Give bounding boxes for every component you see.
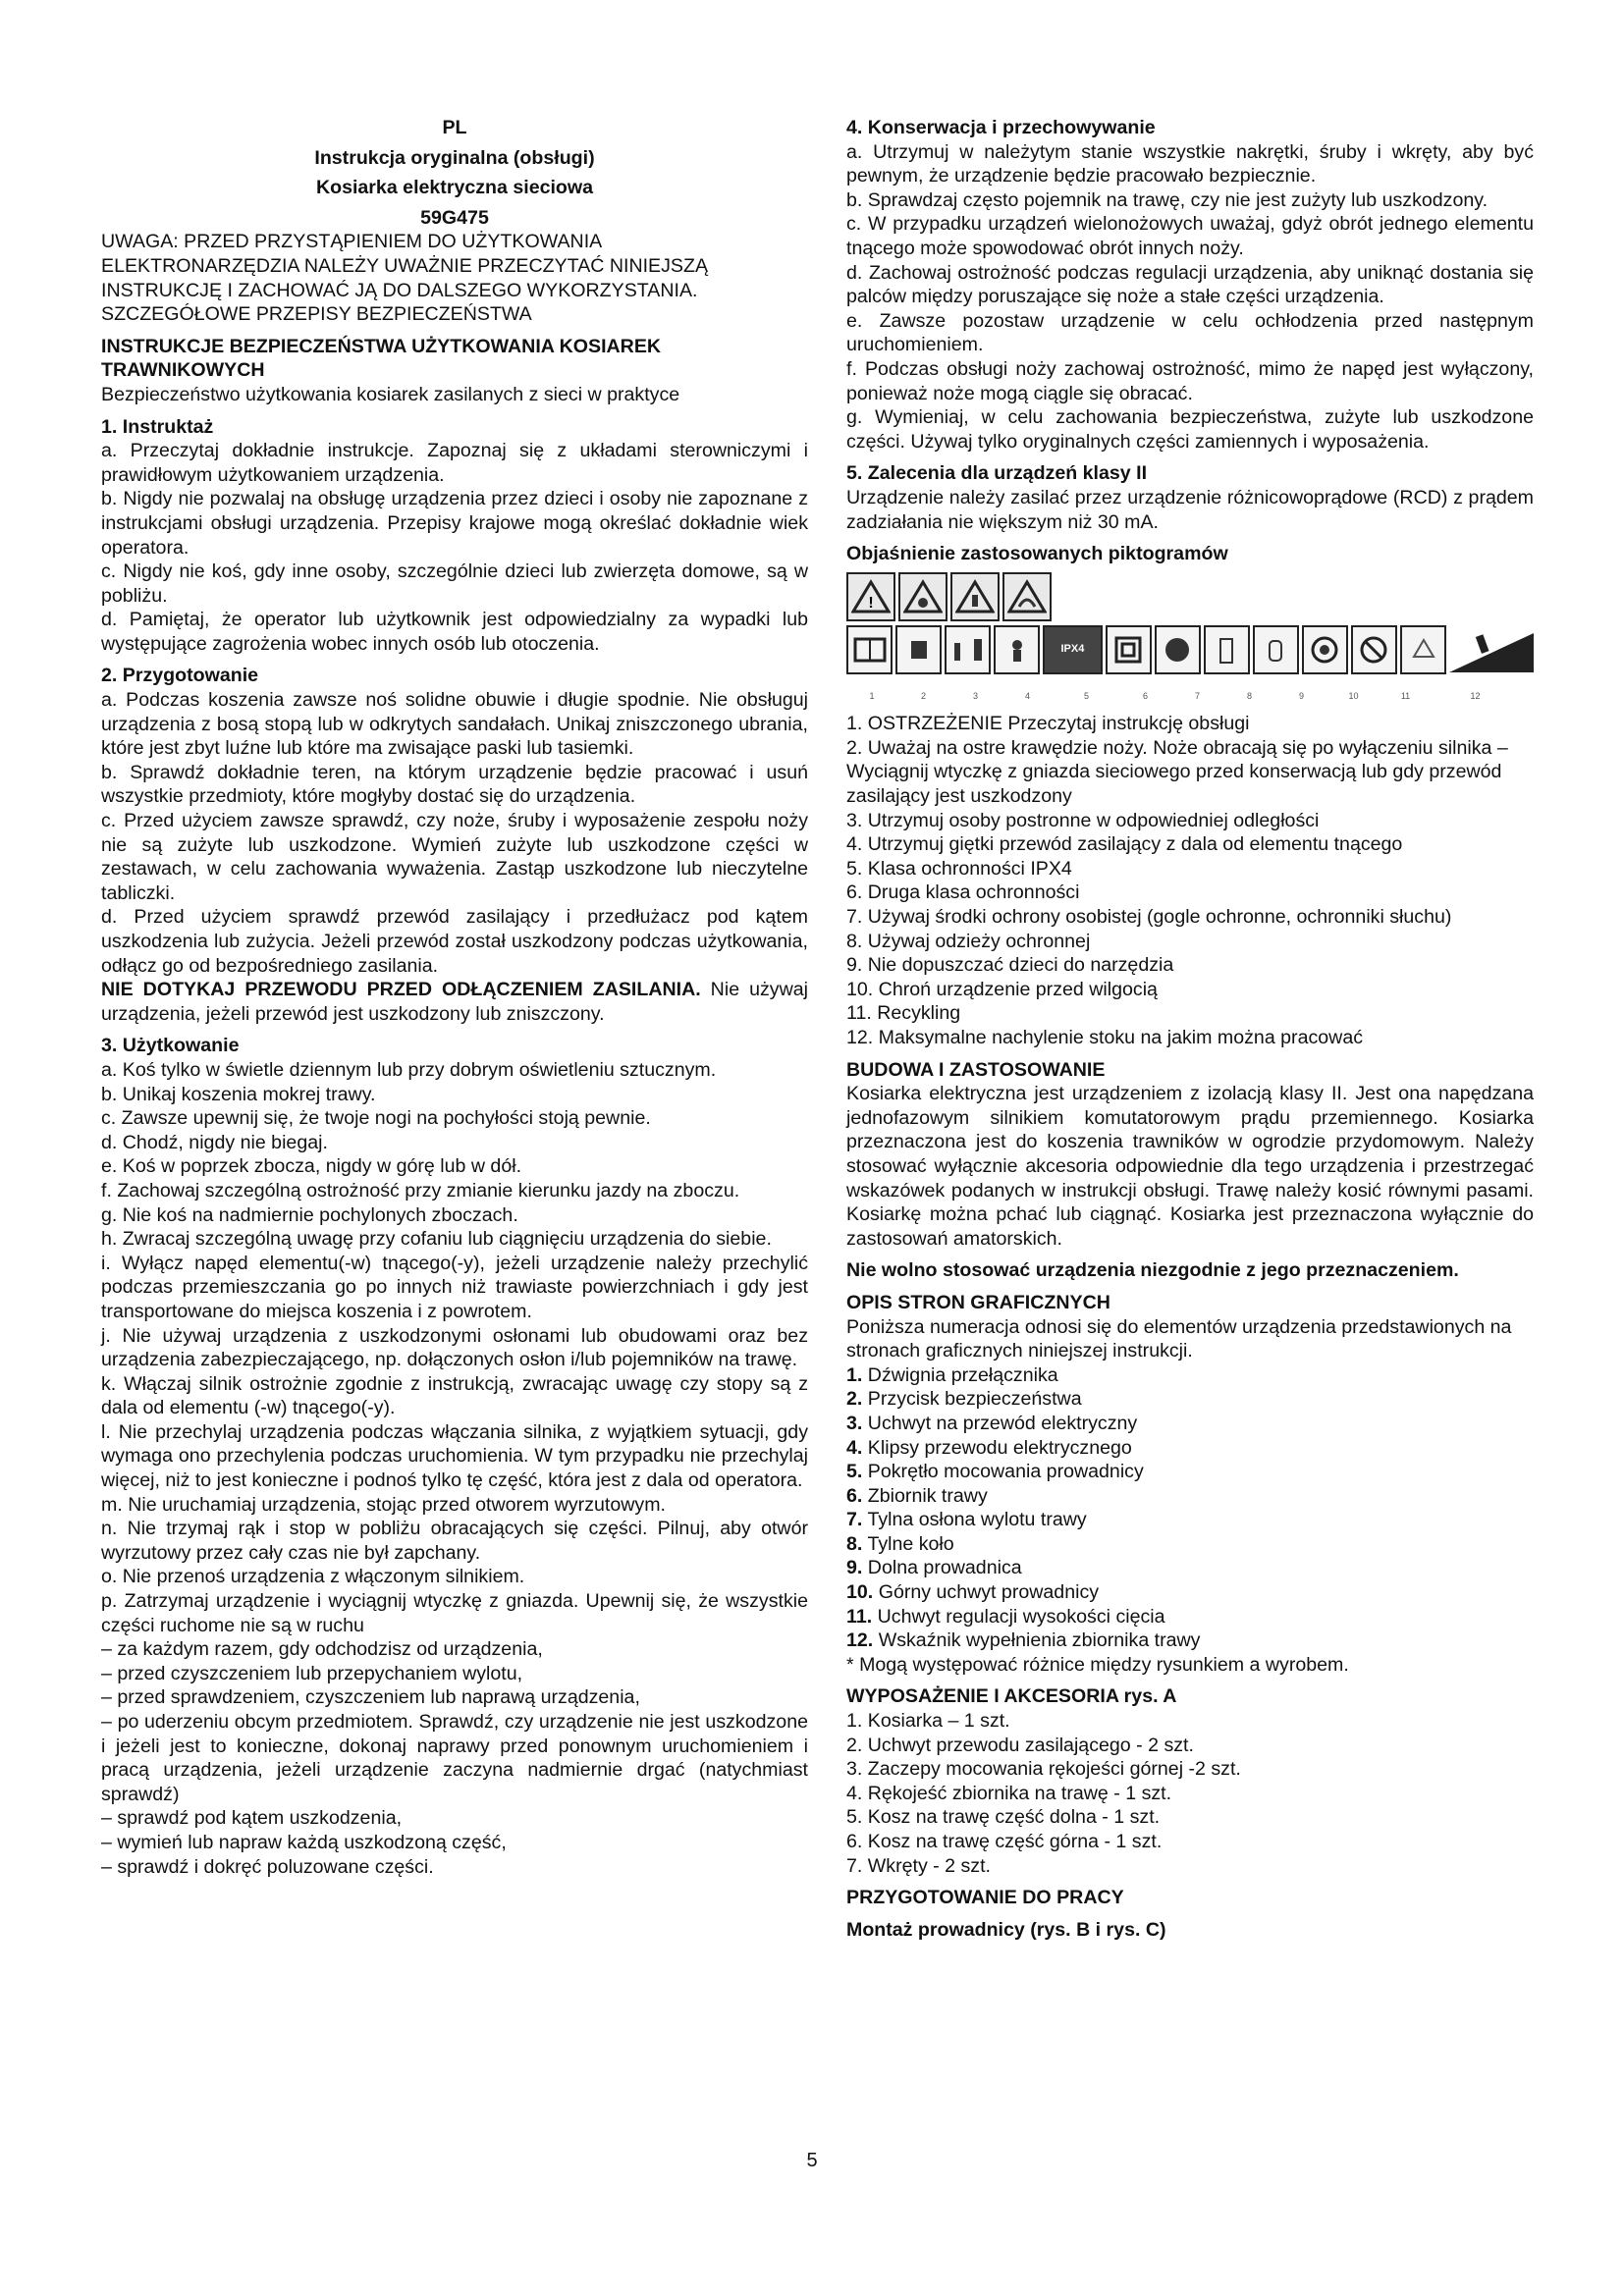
list-item-number: 6. — [846, 1484, 863, 1507]
list-item: – sprawdź pod kątem uszkodzenia, — [101, 1807, 403, 1830]
list-item — [846, 1436, 1534, 1461]
list-item-text: Dźwignia przełącznika — [867, 1363, 1058, 1386]
goggles-icon — [1155, 625, 1201, 674]
list-item-text: Pokrętło mocowania prowadnicy — [867, 1461, 1144, 1483]
list-item: 9. Nie dopuszczać dzieci do narzędzia — [846, 954, 1174, 977]
no-misuse-note: Nie wolno stosować urządzenia niezgodnie z jego przeznaczeniem. — [846, 1259, 1459, 1282]
list-item: k. Włączaj silnik ostrożnie zgodnie z instrukcją, zwracając uwagę czy stopy są z dala od elementu (-w) tnącego(-y). — [101, 1372, 808, 1419]
pictogram-number: 12 — [1470, 690, 1481, 701]
list-item — [846, 1508, 1534, 1532]
ipx4-icon: IPX4 — [1043, 625, 1102, 674]
list-item: 2. Uchwyt przewodu zasilającego - 2 szt. — [846, 1734, 1194, 1756]
list-item: l. Nie przechylaj urządzenia podczas włączania silnika, z wyjątkiem sytuacji, gdy wymaga ono przechylenia podczas uruchomienia. W tym przypadku nie przechylaj więcej, niż to jest konieczne i podnoś tylko tę część, która jest z dala od operatora. — [101, 1420, 808, 1492]
list-item: – za każdym razem, gdy odchodzisz od urządzenia, — [101, 1638, 543, 1661]
list-item — [846, 1460, 1534, 1484]
list-item: a. Przeczytaj dokładnie instrukcje. Zapoznaj się z układami sterowniczymi i prawidłowym użytkowaniem urządzenia. — [101, 440, 808, 486]
list-item: d. Chodź, nigdy nie biegaj. — [101, 1131, 328, 1153]
cable-away-icon — [994, 625, 1040, 674]
list-item — [846, 1580, 1534, 1605]
equipment-title: WYPOSAŻENIE I AKCESORIA rys. A — [846, 1685, 1177, 1708]
list-item-number: 5. — [846, 1461, 863, 1483]
warning-block — [101, 230, 808, 326]
left-column — [101, 116, 808, 1879]
graphics-title: OPIS STRON GRAFICZNYCH — [846, 1291, 1110, 1313]
list-item: a. Podczas koszenia zawsze noś solidne obuwie i długie spodnie. Nie obsługuj urządzenia z bosą stopą lub w odkrytych sandałach. Unikaj zniszczonego ubrania, które jest zbyt luźne lub które ma zwisające paski lub tasiemki. — [101, 689, 808, 760]
build-title: BUDOWA I ZASTOSOWANIE — [846, 1058, 1106, 1081]
list-item: d. Pamiętaj, że operator lub użytkownik jest odpowiedzialny za wypadki lub występujące zagrożenia wobec innych osób lub otoczenia. — [101, 609, 808, 655]
pictogram-number: 11 — [1400, 690, 1411, 701]
list-item: 7. Wkręty - 2 szt. — [846, 1854, 991, 1877]
list-item: 8. Używaj odzieży ochronnej — [846, 930, 1091, 952]
pictogram-row-bottom — [846, 625, 1534, 674]
list-item: e. Koś w poprzek zbocza, nigdy w górę lub w dół. — [101, 1155, 522, 1178]
list-item-number: 8. — [846, 1532, 863, 1555]
section-2-bold: NIE DOTYKAJ PRZEWODU PRZED ODŁĄCZENIEM ZASILANIA. — [101, 979, 701, 1001]
class-ii-icon — [1106, 625, 1152, 674]
pictogram-numbers — [846, 684, 1534, 709]
section-5-text: Urządzenie należy zasilać przez urządzenie różnicowoprądowe (RCD) z prądem zadziałania nie większym niż 30 mA. — [846, 486, 1534, 533]
list-item-number: 12. — [846, 1629, 874, 1652]
protective-clothing-icon — [1204, 625, 1250, 674]
list-item — [846, 1629, 1534, 1653]
warning-line: UWAGA: PRZED PRZYSTĄPIENIEM DO UŻYTKOWANIA — [101, 231, 603, 253]
list-item: 6. Druga klasa ochronności — [846, 881, 1080, 904]
list-item: e. Zawsze pozostaw urządzenie w celu ochłodzenia przed następnym uruchomieniem. — [846, 309, 1534, 356]
list-item: h. Zwracaj szczególną uwagę przy cofaniu lub ciągnięciu urządzenia do siebie. — [101, 1228, 772, 1251]
list-item-number: 1. — [846, 1363, 863, 1386]
right-column — [846, 116, 1534, 1942]
pictogram-number: 3 — [972, 690, 978, 701]
list-item: j. Nie używaj urządzenia z uszkodzonymi osłonami lub obudowami oraz bez urządzenia zabezpieczającego, np. dołączonych osłon i/lub pojemników na trawę. — [101, 1324, 808, 1371]
list-item: – po uderzeniu obcym przedmiotem. Sprawdź, czy urządzenie nie jest uszkodzone i jeżeli jest to konieczne, dokonaj naprawy przed ponownym uruchomieniem i pracą urządzenia, jeżeli urządzenie zaczyna nadmiernie drgać (natychmiast sprawdź) — [101, 1711, 808, 1805]
list-item: – sprawdź i dokręć poluzowane części. — [101, 1855, 434, 1878]
list-item — [846, 1484, 1534, 1509]
recycling-icon — [1400, 625, 1446, 674]
list-item-text: Zbiornik trawy — [867, 1484, 988, 1507]
pictogram-number: 7 — [1194, 690, 1200, 701]
list-item-text: Górny uchwyt prowadnicy — [878, 1581, 1100, 1604]
graphics-note: * Mogą występować różnice między rysunkiem a wyrobem. — [846, 1653, 1349, 1676]
safety-title: INSTRUKCJE BEZPIECZEŃSTWA UŻYTKOWANIA KOSIAREK TRAWNIKOWYCH — [101, 335, 662, 382]
list-item — [846, 1556, 1534, 1580]
gloves-icon — [1253, 625, 1299, 674]
distance-icon — [945, 625, 991, 674]
list-item-number: 7. — [846, 1509, 863, 1531]
list-item: d. Zachowaj ostrożność podczas regulacji urządzenia, aby uniknąć dostania się palców między poruszające się noże a stałe części urządzenia. — [846, 261, 1534, 308]
section-1-title: 1. Instruktaż — [101, 415, 214, 438]
list-item: 5. Kosz na trawę część dolna - 1 szt. — [846, 1806, 1161, 1829]
bystander-warning-icon — [950, 572, 1000, 621]
list-item: 6. Kosz na trawę część górna - 1 szt. — [846, 1831, 1163, 1852]
list-item: o. Nie przenoś urządzenia z włączonym silnikiem. — [101, 1566, 525, 1588]
pictogram-number: 10 — [1348, 690, 1359, 701]
list-item: 4. Utrzymuj giętki przewód zasilający z dala od elementu tnącego — [846, 833, 1403, 856]
pictogram-number: 1 — [869, 690, 875, 701]
list-item: – przed sprawdzeniem, czyszczeniem lub naprawą urządzenia, — [101, 1686, 640, 1709]
section-2-tail: Nie używaj urządzenia, jeżeli przewód jest uszkodzony lub zniszczony. — [101, 979, 808, 1025]
page-number: 5 — [806, 2150, 818, 2171]
equipment-list — [846, 1709, 1534, 1878]
list-item: c. Zawsze upewnij się, że twoje nogi na pochyłości stoją pewnie. — [101, 1107, 651, 1130]
list-item-text: Uchwyt regulacji wysokości cięcia — [877, 1605, 1165, 1628]
list-item-text: Klipsy przewodu elektrycznego — [867, 1436, 1132, 1459]
list-item-number: 4. — [846, 1436, 863, 1459]
svg-text:!: ! — [868, 594, 874, 612]
pictogram-row-top — [846, 572, 1534, 621]
list-item: b. Sprawdź dokładnie teren, na którym urządzenie będzie pracować i usuń wszystkie przedmioty, które mogłyby dostać się do urządzenia. — [101, 761, 808, 808]
list-item-number: 3. — [846, 1412, 863, 1434]
safety-intro: Bezpieczeństwo użytkowania kosiarek zasilanych z sieci w praktyce — [101, 383, 680, 405]
list-item: f. Podczas obsługi noży zachowaj ostrożność, mimo że napęd jest wyłączony, ponieważ noże mogą ciągle się obracać. — [846, 357, 1534, 404]
list-item-number: 11. — [846, 1605, 873, 1628]
list-item: p. Zatrzymaj urządzenie i wyciągnij wtyczkę z gniazda. Upewnij się, że wszystkie części ruchome nie są w ruchu — [101, 1590, 808, 1636]
list-item — [846, 1363, 1534, 1388]
list-item: 3. Zaczepy mocowania rękojeści górnej -2 szt. — [846, 1758, 1241, 1781]
manual-icon — [846, 625, 893, 674]
list-item: n. Nie trzymaj rąk i stop w pobliżu obracających się części. Pilnuj, aby otwór wyrzutowy przez cały czas nie był zapchany. — [101, 1518, 808, 1564]
warning-triangle-icon — [846, 572, 895, 621]
list-item-text: Wskaźnik wypełnienia zbiornika trawy — [878, 1629, 1201, 1652]
unplug-icon — [895, 625, 942, 674]
list-item: g. Wymieniaj, w celu zachowania bezpieczeństwa, zużyte lub uszkodzone części. Używaj tylko oryginalnych części zamiennych i wyposażenia. — [846, 406, 1534, 453]
title-product: Kosiarka elektryczna sieciowa — [315, 177, 594, 199]
list-item: g. Nie koś na nadmiernie pochylonych zboczach. — [101, 1203, 518, 1226]
list-item: a. Koś tylko w świetle dziennym lub przy dobrym oświetleniu sztucznym. — [101, 1058, 717, 1081]
warning-line: INSTRUKCJĘ I ZACHOWAĆ JĄ DO DALSZEGO WYKORZYSTANIA. — [101, 279, 698, 301]
section-4-title: 4. Konserwacja i przechowywanie — [846, 117, 1156, 138]
section-3 — [101, 1058, 808, 1879]
list-item — [846, 1412, 1534, 1436]
list-item-number: 9. — [846, 1557, 863, 1579]
no-children-icon — [1302, 625, 1348, 674]
list-item: 3. Utrzymuj osoby postronne w odpowiedniej odległości — [846, 809, 1320, 831]
language-code: PL — [442, 117, 467, 138]
pictogram-number: 2 — [920, 690, 926, 701]
warning-line: SZCZEGÓŁOWE PRZEPISY BEZPIECZEŃSTWA — [101, 303, 532, 326]
list-item-text: Tylne koło — [867, 1532, 954, 1555]
section-1 — [101, 439, 808, 656]
pictogram-number: 4 — [1024, 690, 1030, 701]
list-item: c. W przypadku urządzeń wielonożowych uważaj, gdyż obrót jednego elementu tnącego może spowodować obrót innych noży. — [846, 213, 1534, 259]
pictogram-number: 9 — [1298, 690, 1304, 701]
list-item: 2. Uważaj na ostre krawędzie noży. Noże obracają się po wyłączeniu silnika – Wyciągnij wtyczkę z gniazda sieciowego przed konserwacją lub gdy przewód zasilający jest uszkodzony — [846, 736, 1508, 808]
pictogram-number: 8 — [1246, 690, 1252, 701]
list-item — [846, 1387, 1534, 1412]
build-text: Kosiarka elektryczna jest urządzeniem z izolacją klasy II. Jest ona napędzana jednofazowym silnikiem komutatorowym prądu przemiennego. Kosiarka przeznaczona jest do koszenia trawników w ogrodzie przydomowym. Należy stosować wyłącznie akcesoria odpowiednie dla tego urządzenia i przestrzegać wskazówek podanych w instrukcji obsługi. Trawę należy kosić równymi pasami. Kosiarkę można pchać lub ciągnąć. Kosiarka jest przeznaczona wyłącznie do zastosowań amatorskich. — [846, 1083, 1534, 1250]
list-item-text: Tylna osłona wylotu trawy — [867, 1509, 1087, 1531]
section-5-title: 5. Zalecenia dla urządzeń klasy II — [846, 462, 1148, 485]
slope-icon — [1449, 625, 1534, 674]
list-item: b. Nigdy nie pozwalaj na obsługę urządzenia przez dzieci i osoby nie zapoznane z instrukcjami obsługi urządzenia. Przepisy krajowe mogą określać dokładnie wiek operatora. — [101, 488, 808, 559]
pictogram-title: Objaśnienie zastosowanych piktogramów — [846, 543, 1228, 565]
list-item-text: Uchwyt na przewód elektryczny — [867, 1412, 1138, 1434]
list-item-text: Dolna prowadnica — [867, 1557, 1022, 1579]
section-2 — [101, 688, 808, 978]
preparation-title: PRZYGOTOWANIE DO PRACY — [846, 1887, 1124, 1909]
list-item: c. Przed użyciem zawsze sprawdź, czy noże, śruby i wyposażenie zespołu noży nie są zużyte lub uszkodzone. Wymień zużyte lub uszkodzone części w zestawach, w celu zachowania wyważenia. Zastąp uszkodzone lub nieczytelne tabliczki. — [101, 810, 808, 904]
list-item: 4. Rękojeść zbiornika na trawę - 1 szt. — [846, 1782, 1172, 1804]
section-4 — [846, 140, 1534, 454]
list-item-number: 2. — [846, 1388, 863, 1411]
list-item: b. Sprawdzaj często pojemnik na trawę, czy nie jest zużyty lub uszkodzony. — [846, 188, 1489, 211]
section-2-title: 2. Przygotowanie — [101, 665, 259, 687]
mounting-title: Montaż prowadnicy (rys. B i rys. C) — [846, 1918, 1166, 1941]
no-rain-icon — [1351, 625, 1397, 674]
list-item — [846, 1532, 1534, 1557]
list-item: d. Przed użyciem sprawdź przewód zasilający i przedłużacz pod kątem uszkodzenia lub zużycia. Jeżeli przewód został uszkodzony podczas użytkowania, odłącz go od bezpośredniego zasilania. — [101, 906, 808, 977]
list-item: c. Nigdy nie koś, gdy inne osoby, szczególnie dzieci lub zwierzęta domowe, są w pobliżu. — [101, 561, 808, 607]
list-item: i. Wyłącz napęd elementu(-w) tnącego(-y), jeżeli urządzenie należy przechylić podczas przemieszczania go po innych niż trawiaste powierzchniach i gdy jest transportowane do miejsca koszenia i z powrotem. — [101, 1252, 808, 1322]
list-item-text: Przycisk bezpieczeństwa — [867, 1388, 1082, 1411]
graphics-list — [846, 1363, 1534, 1653]
list-item: 10. Chroń urządzenie przed wilgocią — [846, 978, 1158, 1000]
list-item-number: 10. — [846, 1581, 874, 1604]
list-item: m. Nie uruchamiaj urządzenia, stojąc przed otworem wyrzutowym. — [101, 1493, 666, 1516]
pictogram-number: 6 — [1142, 690, 1148, 701]
model-number: 59G475 — [420, 206, 489, 229]
section-2-warning — [101, 978, 808, 1026]
section-3-title: 3. Użytkowanie — [101, 1035, 240, 1057]
list-item: a. Utrzymuj w należytym stanie wszystkie nakrętki, śruby i wkręty, aby być pewnym, że urządzenie będzie pracowało bezpiecznie. — [846, 140, 1534, 187]
list-item: b. Unikaj koszenia mokrej trawy. — [101, 1083, 376, 1105]
list-item: 12. Maksymalne nachylenie stoku na jakim można pracować — [846, 1027, 1364, 1048]
list-item: 5. Klasa ochronności IPX4 — [846, 857, 1072, 880]
graphics-intro: Poniższa numeracja odnosi się do elementów urządzenia przedstawionych na stronach graficznych niniejszej instrukcji. — [846, 1315, 1512, 1362]
list-item: f. Zachowaj szczególną ostrożność przy zmianie kierunku jazdy na zboczu. — [101, 1179, 740, 1201]
list-item — [846, 1605, 1534, 1629]
list-item: – przed czyszczeniem lub przepychaniem wylotu, — [101, 1662, 523, 1684]
blade-warning-icon — [898, 572, 947, 621]
list-item: 11. Recykling — [846, 1002, 961, 1025]
title-original: Instrukcja oryginalna (obsługi) — [314, 146, 595, 169]
list-item: – wymień lub napraw każdą uszkodzoną część, — [101, 1831, 507, 1853]
pictogram-legend — [846, 712, 1534, 1049]
list-item: 1. OSTRZEŻENIE Przeczytaj instrukcję obsługi — [846, 713, 1250, 735]
pictogram-strip — [846, 572, 1534, 709]
cable-warning-icon — [1002, 572, 1052, 621]
pictogram-number: 5 — [1083, 690, 1089, 701]
list-item: 7. Używaj środki ochrony osobistej (gogle ochronne, ochronniki słuchu) — [846, 906, 1452, 929]
warning-line: ELEKTRONARZĘDZIA NALEŻY UWAŻNIE PRZECZYTAĆ NINIEJSZĄ — [101, 254, 709, 277]
list-item: 1. Kosiarka – 1 szt. — [846, 1710, 1010, 1733]
